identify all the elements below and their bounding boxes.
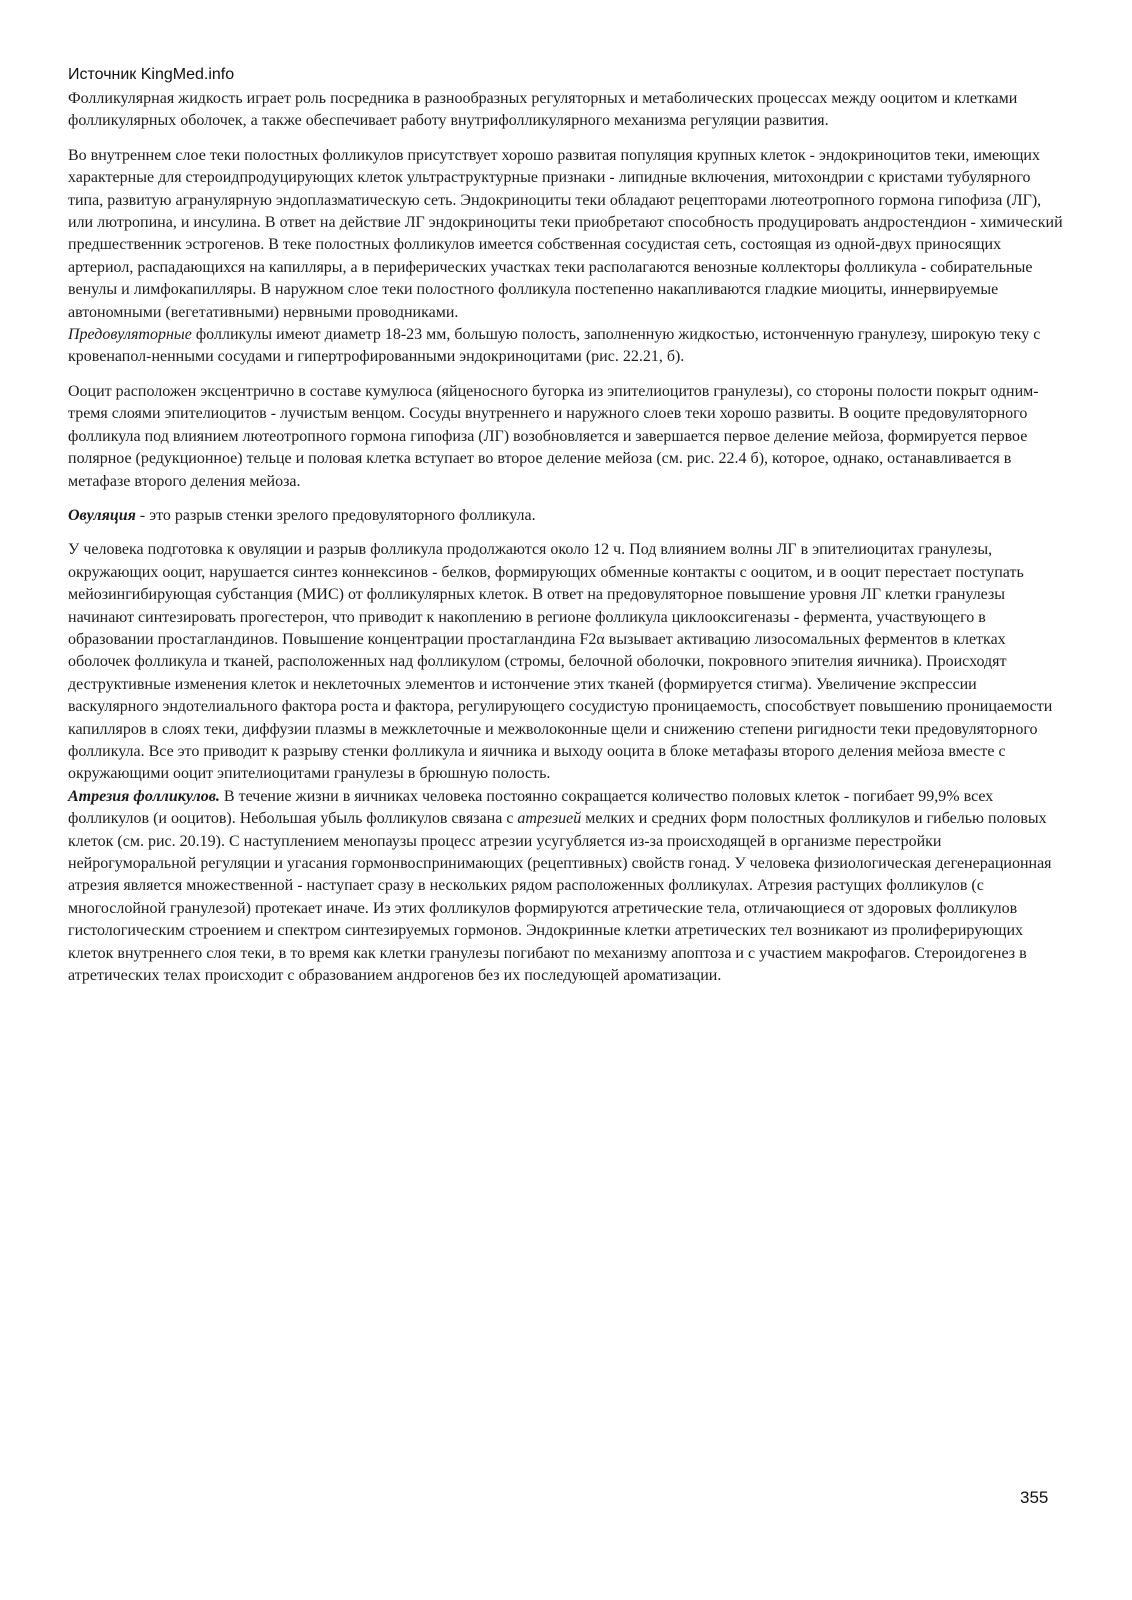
paragraph-follicular-fluid: Фолликулярная жидкость играет роль посредника в разнообразных регуляторных и метаболических процессах между ооцитом и клетками фолликулярных оболочек, а также обеспечивает работу внутрифолликулярного механизма регуляции развития.	[68, 90, 1018, 130]
source-header: Источник KingMed.info	[68, 66, 235, 83]
paragraph-ovulation-text: - это разрыв стенки зрелого предовуляторного фолликула.	[135, 506, 536, 524]
paragraph-atresia-text-2: мелких и средних форм полостных фолликулов и гибелью половых клеток (см. рис. 20.19). С наступлением менопаузы процесс атрезии усугубляется из-за происходящей в организме перестройки нейрогуморальной регуляции и угасания гормонвоспринимающих (рецептивных) свойств гонад. У человека физиологическая дегенерационная атрезия является множественной - наступает сразу в нескольких рядом расположенных фолликулах. Атрезия растущих фолликулов (с многослойной гранулезой) протекает иначе. Из этих фолликулов формируются атретические тела, отличающиеся от здоровых фолликулов гистологическим строением и спектром синтезируемых гормонов. Эндокринные клетки атретических тел возникают из пролиферирующих клеток внутреннего слоя теки, в то время как клетки гранулезы погибают по механизму апоптоза и с участием макрофагов. Стероидогенез в атретических телах происходит с образованием андрогенов без их последующей ароматизации.	[68, 810, 1052, 985]
term-atresia-of-follicles: Атрезия фолликулов.	[68, 787, 220, 805]
paragraph-ovulation-process: У человека подготовка к овуляции и разрыв фолликула продолжаются около 12 ч. Под влиянием волны ЛГ в эпителиоцитах гранулезы, окружающих ооцит, нарушается синтез коннексинов - белков, формирующих обменные контакты с ооцитом, и в ооцит перестает поступать мейозингибирующая субстанция (МИС) от фолликулярных клеток. В ответ на предовуляторное повышение уровня ЛГ клетки гранулезы начинают синтезировать прогестерон, что приводит к накоплению в регионе фолликула циклооксигеназы - фермента, участвующего в образовании простагландинов. Повышение концентрации простагландина F2α вызывает активацию лизосомальных ферментов в клетках оболочек фолликула и тканей, расположенных над фолликулом (стромы, белочной оболочки, покровного эпителия яичника). Происходят деструктивные изменения клеток и неклеточных элементов и истончение этих тканей (формируется стигма). Увеличение экспрессии васкулярного эндотелиального фактора роста и фактора, регулирующего сосудистую проницаемость, способствует повышению проницаемости капилляров в слоях теки, диффузии плазмы в межклеточные и межволоконные щели и снижению степени ригидности теки предовуляторного фолликула. Все это приводит к разрыву стенки фолликула и яичника и выходу ооцита в блоке метафазы второго деления мейоза вместе с окружающими ооцит эпителиоцитами гранулезы в брюшную полость.	[68, 541, 1053, 783]
paragraph-oocyte-position: Ооцит расположен эксцентрично в составе кумулюса (яйценосного бугорка из эпителиоцитов гранулезы), со стороны полости покрыт одним-тремя слоями эпителиоцитов - лучистым венцом. Сосуды внутреннего и наружного слоев теки хорошо развиты. В ооците предовуляторного фолликула под влиянием лютеотропного гормона гипофиза (ЛГ) возобновляется и завершается первое деление мейоза, формируется первое полярное (редукционное) тельце и половая клетка вступает во второе деление мейоза (см. рис. 22.4 б), которое, однако, останавливается в метафазе второго деления мейоза.	[68, 382, 1039, 490]
paragraph-atresia-text-1: В течение жизни в яичниках человека постоянно сокращается количество половых клеток - погибает 99,9% всех фолликулов (и ооцитов). Небольшая убыль фолликулов связана с	[68, 787, 994, 828]
page-number: 355	[1020, 1488, 1049, 1507]
term-ovulation: Овуляция	[68, 506, 136, 524]
paragraph-ovulation-definition	[68, 505, 1068, 527]
term-atresia: атрезией	[517, 810, 582, 828]
paragraph-theca-internal-layer: Во внутреннем слое теки полостных фолликулов присутствует хорошо развитая популяция крупных клеток - эндокриноцитов теки, имеющих характерные для стероидпродуцирующих клеток ультраструктурные признаки - липидные включения, митохондрии с кристами тубулярного типа, развитую агранулярную эндоплазматическую сеть. Эндокриноциты теки обладают рецепторами лютеотропного гормона гипофиза (ЛГ), или лютропина, и инсулина. В ответ на действие ЛГ эндокриноциты теки приобретают способность продуцировать андростендион - химический предшественник эстрогенов. В теке полостных фолликулов имеется собственная сосудистая сеть, состоящая из одной-двух приносящих артериол, распадающихся на капилляры, а в периферических участках теки располагаются венозные коллекторы фолликула - собирательные венулы и лимфокапилляры. В наружном слое теки полостного фолликула постепенно накапливаются гладкие миоциты, иннервируемые автономными (вегетативными) нервными проводниками.	[68, 146, 1063, 321]
paragraph-preovulatory-follicles	[68, 324, 1068, 369]
term-preovulatory: Предовуляторные	[68, 326, 192, 344]
paragraph-follicle-atresia	[68, 786, 1068, 988]
document-page	[68, 64, 1068, 987]
paragraph-preovulatory-text: фолликулы имеют диаметр 18-23 мм, большую полость, заполненную жидкостью, истонченную гранулезу, широкую теку с кровенапол-ненными сосудами и гипертрофированными эндокриноцитами (рис. 22.21, б).	[68, 326, 1041, 366]
